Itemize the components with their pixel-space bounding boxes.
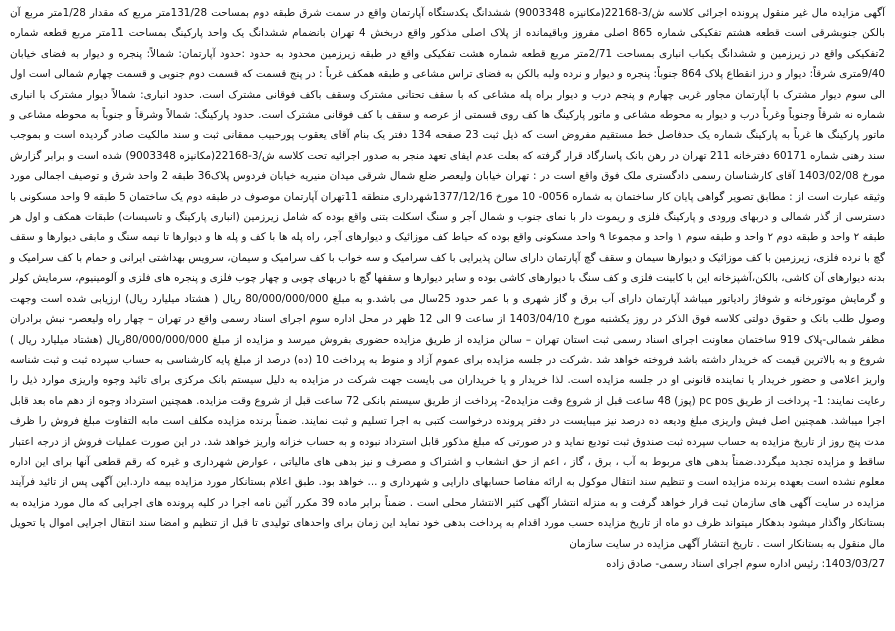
auction-notice-body: آگهی مزایده مال غیر منقول پرونده اجرائی کلاسه ش/3-22168(مکانیزه 9003348) ششدانگ یکدستگاه آپارتمان واقع در سمت شرق طبقه دوم بمساحت 131/28متر مربع که مقدار 1/28متر مربع آن بالکن جنوبشرقی است قطعه هشتم تفکیکی شماره 865 اصلی مفروز وباقیمانده از پلاک اصلی مذکور واقع دربخش 4 تهران بانضمام ششدانگ یک واحد پارکینگ بمساحت 11متر مربع قطعه شماره 2تفکیکی واقع در زیرزمین و ششدانگ یکباب انباری بمساحت 2/71متر مربع قطعه شماره هشت تفکیکی واقع در طبقه زیرزمین محدود به حدود :حدود آپارتمان: شمالاً: پنجره و دیوار به فضای خیابان 9/40متری شرقاً: دیوار و درز انقطاع پلاک 864 جنوباً: پنجره و دیوار و نرده ولبه بالکن به فضای تراس مشاعی و طبقه همکف غرباً : در پنج قسمت که قسمت دوم جنوبی و قسمت چهارم شمالی است اول الی سوم دیوار مشترک با آپارتمان مجاور غربی چهارم و پنجم درب و دیوار براه پله مشاعی که با سقف تحتانی مشترک وسقف باکف فوقانی مشترک است. حدود انباری: شمالاً دیوار مشترک با انباری شماره نه شرقاً وجنوباً وغرباً درب و دیوار به محوطه مشاعی و ماتور پارکینگ ها کف روی قسمتی از عرصه و سقف با کف فوقانی مشترک است. حدود پارکینگ: شمالاً وشرقاً و جنوباً به محوطه مشاعی و ماتور پارکینگ ها غرباً به پارکینگ شماره یک حدفاصل خط مستقیم مفروض است که ذیل ثبت 23 صفحه 134 دفتر یک بنام آقای یعقوب پورحبیب ممقانی ثبت و سند مالکیت صادر گردیده است و بموجب سند رهنی شماره 60171 دفترخانه 211 تهران در رهن بانک پاسارگاد قرار گرفته که بعلت عدم ایفای تعهد منجر به صدور اجرائیه تحت کلاسه ش/3-22168(مکانیزه 9003348) شده است و برابر گزارش مورخ 1403/02/08 آقای کارشناسان رسمی دادگستری ملک فوق واقع است در : تهران خیابان ولیعصر ضلع شمال شرقی میدان منیریه خیابان فردوس پلاک36 طبقه 2 واحد شرق و توصیف اجمالی مورد وثیقه عبارت است از : مطابق تصویر گواهی پایان کار ساختمان به شماره 0056- 10 مورخ 1377/12/16شهرداری منطقه 11تهران آپارتمان موصوف در طبقه دوم یک ساختمان 5 طبقه 9 واحد مسکونی با دسترسی از گذر شمالی و دربهای ورودی و پارکینگ فلزی و ریموت دار با نمای جنوب و شمال آجر و سنگ اسکلت بتنی واقع بوده که شامل زیرزمین (انباری پارکینگ و تاسیسات) طبقات همکف و اول هر طبقه ۲ واحد و طبقه دوم ۲ واحد و طبقه سوم ۱ واحد و مجموعا ۹ واحد مسکونی واقع بوده که حیاط کف موزائیک و دیوارهای آجر، راه پله ها با کف و پله ها و دیوارها تا نیمه سنگ و مابقی دیوارها و سقف گچ با نرده فلزی، زیرزمین با کف موزائیک و دیوارها سیمان و سقف گچ آپارتمان دارای سالن پذیرایی با کف سرامیک و سه خواب با کف سرامیک و سیمان، سرویس بهداشتی ایرانی و حمام با کف سرامیک و بدنه دیوارهای آن کاشی، بالکن،آشپزخانه این با کابینت فلزی و کف سنگ با دیوارهای کاشی بوده و سایر دیوارها و سقفها گچ با دربهای چوبی و چهار چوب فلزی و پنجره های فلزی و آلومینیوم، سرمایش کولر و گرمایش موتورخانه و شوفاژ رادیاتور میباشد آپارتمان دارای آب برق و گاز شهری و با عمر حدود 25سال می باشد.و به مبلغ 80/000/000/000 ریال ( هشتاد میلیارد ریال) ارزیابی شده است وجهت وصول طلب بانک و حقوق دولتی کلاسه فوق الذکر در روز یکشنبه مورخ 1403/04/10 از ساعت 9 الی 12 ظهر در محل اداره سوم اجرای اسناد رسمی واقع در تهران – چهار راه ولیعصر- نبش برادران مظفر شمالی-پلاک 919 ساختمان معاونت اجرای اسناد رسمی ثبت استان تهران – سالن مزایده از طریق مزایده حضوری بفروش میرسد و مزایده از مبلغ 80/000/000/000ریال (هشتاد میلیارد ریال ) شروع و به بالاترین قیمت که خریدار داشته باشد فروخته خواهد شد .شرکت در جلسه مزایده برای عموم آزاد و منوط به پرداخت 10 (ده) درصد از مبلغ پایه کارشناسی به حساب سپرده ثبت و ثبت شناسه واریز اعلامی و حضور خریدار یا نماینده قانونی او در جلسه مزایده است. لذا خریدار و یا خریداران می بایست جهت شرکت در مزایده به دلیل سیستم بانک مرکزی برای تائید وجوه واریزی موارد ذیل را رعایت نمایند: 1- پرداخت از طریق pc pos (پوز) 48 ساعت قبل از شروع وقت مزایده2- پرداخت از طریق سیستم بانکی 72 ساعت قبل از شروع وقت مزایده. همچنین استرداد وجوه از دهم ماه بعد قابل اجرا میباشد. همچنین اصل فیش واریزی مبلغ ودیعه ده درصد نیز میبایست در دفتر پرونده درخواست کتبی به اجرا تسلیم و ثبت نمایند. ضمناً برنده مزایده مکلف است مابه التفاوت مبلغ فروش را ظرف مدت پنج روز از تاریخ مزایده به حساب سپرده ثبت صندوق ثبت تودیع نماید و در صورتی که مبلغ مذکور قابل استرداد نبوده و به حساب خزانه واریز خواهد شد. در این صورت عملیات فروش از درجه اعتبار ساقط و مزایده تجدید میگردد.ضمناً بدهی های مربوط به آب ، برق ، گاز ، اعم از حق انشعاب و اشتراک و مصرف و نیز بدهی های مالیاتی ، عوارض شهرداری و غیره که رقم قطعی آنها برای این اداره معلوم نشده است بعهده برنده مزایده است و تنظیم سند انتقال موکول به ارائه مفاصا حسابهای دارایی و شهرداری و ... خواهد بود. طبق اعلام بستانکار مورد مزایده بیمه دارد.این آگهی پس از تائید فرآیند مزایده در سایت آگهی های سازمان ثبت قرار خواهد گرفت و به منزله انتشار آگهی کثیر الانتشار محلی است . ضمناً برابر ماده 39 مکرر آئین نامه اجرا در کلیه پرونده های اجرایی که مال مورد مزایده به بستانکار واگذار میشود بدهکار میتواند ظرف دو ماه از تاریخ مزایده حسب مورد اقدام به پرداخت بدهی خود نماید این زمان برای واحدهای تولیدی تا قبل از تنظیم و امضا سند انتقال اجرایی اموال یا تحویل مال منقول به بستانکار است . تاریخ انتشار آگهی مزایده در سایت سازمان	[10, 7, 886, 550]
notice-date-and-signature: 1403/03/27: رئیس اداره سوم اجرای اسناد رسمی- صادق زاده	[606, 557, 885, 570]
